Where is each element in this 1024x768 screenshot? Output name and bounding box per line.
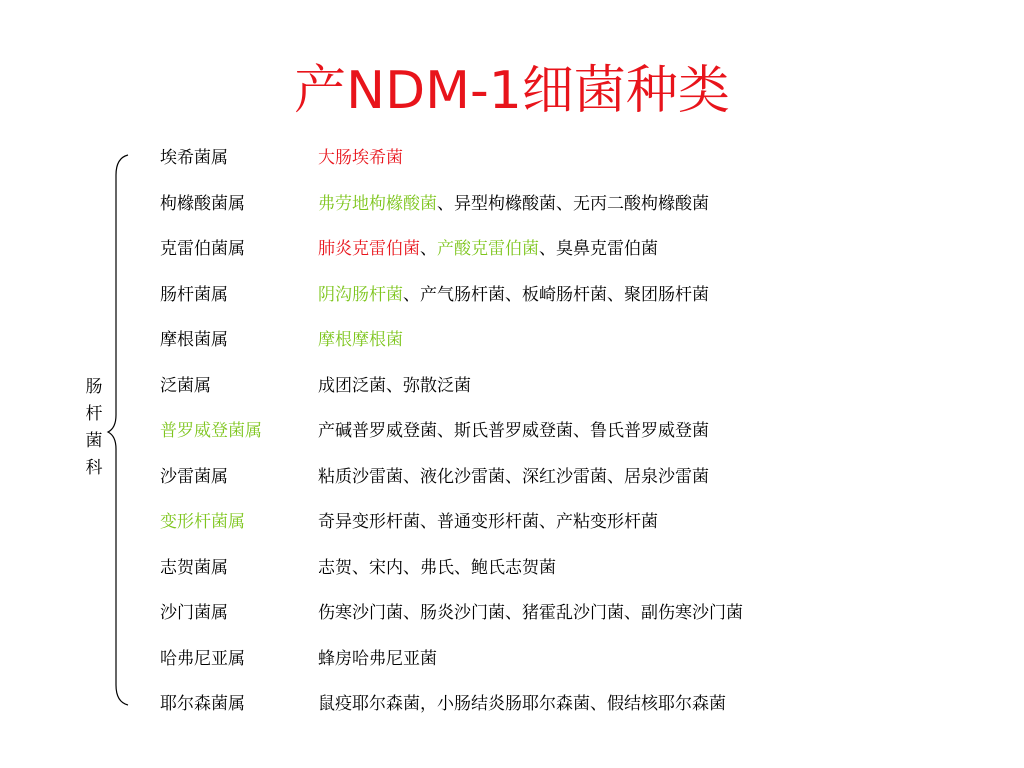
genus-name: 埃希菌属 — [160, 148, 228, 168]
species-list — [318, 555, 556, 581]
table-row — [160, 327, 940, 373]
species-text: 奇异变形杆菌、普通变形杆菌、产粘变形杆菌 — [318, 512, 658, 532]
species-text: 肺炎克雷伯菌 — [318, 239, 420, 259]
species-text: 志贺、宋内、弗氏、鲍氏志贺菌 — [318, 557, 556, 578]
genus-table — [160, 145, 940, 737]
species-text: 伤寒沙门菌、肠炎沙门菌、猪霍乱沙门菌、副伤寒沙门菌 — [318, 603, 743, 623]
family-char: 杆 — [85, 404, 103, 424]
genus-name: 泛菌属 — [160, 375, 211, 396]
species-text: 大肠埃希菌 — [318, 148, 403, 168]
species-text: 蜂房哈弗尼亚菌 — [318, 648, 437, 669]
table-row — [160, 236, 940, 282]
table-row — [160, 691, 940, 737]
species-text: 产酸克雷伯菌 — [437, 239, 539, 259]
species-text: 粘质沙雷菌、液化沙雷菌、深红沙雷菌、居泉沙雷菌 — [318, 466, 709, 487]
table-row — [160, 509, 940, 555]
species-text: 摩根摩根菌 — [318, 330, 403, 350]
table-row — [160, 418, 940, 464]
species-list — [318, 327, 403, 353]
family-label — [82, 374, 106, 482]
species-text: 、 — [420, 239, 437, 259]
genus-name: 枸橼酸菌属 — [160, 193, 245, 214]
species-list — [318, 691, 726, 717]
species-list — [318, 282, 709, 308]
genus-name: 沙门菌属 — [160, 603, 228, 623]
genus-name: 变形杆菌属 — [160, 512, 245, 532]
genus-name: 摩根菌属 — [160, 330, 228, 350]
species-text: 、臭鼻克雷伯菌 — [539, 239, 658, 259]
species-text: 阴沟肠杆菌 — [318, 284, 403, 305]
genus-name: 耶尔森菌属 — [160, 694, 245, 714]
family-char: 肠 — [85, 377, 103, 397]
species-text: 、异型枸橼酸菌、无丙二酸枸橼酸菌 — [437, 193, 709, 214]
table-row — [160, 282, 940, 328]
species-list — [318, 600, 743, 626]
table-row — [160, 373, 940, 419]
table-row — [160, 646, 940, 692]
table-row — [160, 555, 940, 601]
genus-name: 肠杆菌属 — [160, 284, 228, 305]
species-list — [318, 236, 658, 262]
species-list — [318, 191, 709, 217]
species-text: 鼠疫耶尔森菌，小肠结炎肠耶尔森菌、假结核耶尔森菌 — [318, 694, 726, 714]
table-row — [160, 600, 940, 646]
species-text: 、产气肠杆菌、板崎肠杆菌、聚团肠杆菌 — [403, 284, 709, 305]
page-title: 产NDM-1细菌种类 — [294, 61, 730, 121]
family-char: 科 — [85, 458, 103, 478]
species-text: 弗劳地枸橼酸菌 — [318, 193, 437, 214]
curly-brace-icon — [104, 150, 134, 710]
genus-name: 哈弗尼亚属 — [160, 648, 245, 669]
species-list — [318, 509, 658, 535]
species-list — [318, 464, 709, 490]
genus-name: 普罗威登菌属 — [160, 421, 262, 441]
genus-name: 志贺菌属 — [160, 557, 228, 578]
species-list — [318, 145, 403, 171]
table-row — [160, 145, 940, 191]
genus-name: 沙雷菌属 — [160, 466, 228, 487]
species-list — [318, 373, 471, 399]
species-text: 成团泛菌、弥散泛菌 — [318, 375, 471, 396]
species-list — [318, 646, 437, 672]
table-row — [160, 191, 940, 237]
table-row — [160, 464, 940, 510]
family-char: 菌 — [85, 431, 103, 451]
species-text: 产碱普罗威登菌、斯氏普罗威登菌、鲁氏普罗威登菌 — [318, 421, 709, 441]
genus-name: 克雷伯菌属 — [160, 239, 245, 259]
species-list — [318, 418, 709, 444]
